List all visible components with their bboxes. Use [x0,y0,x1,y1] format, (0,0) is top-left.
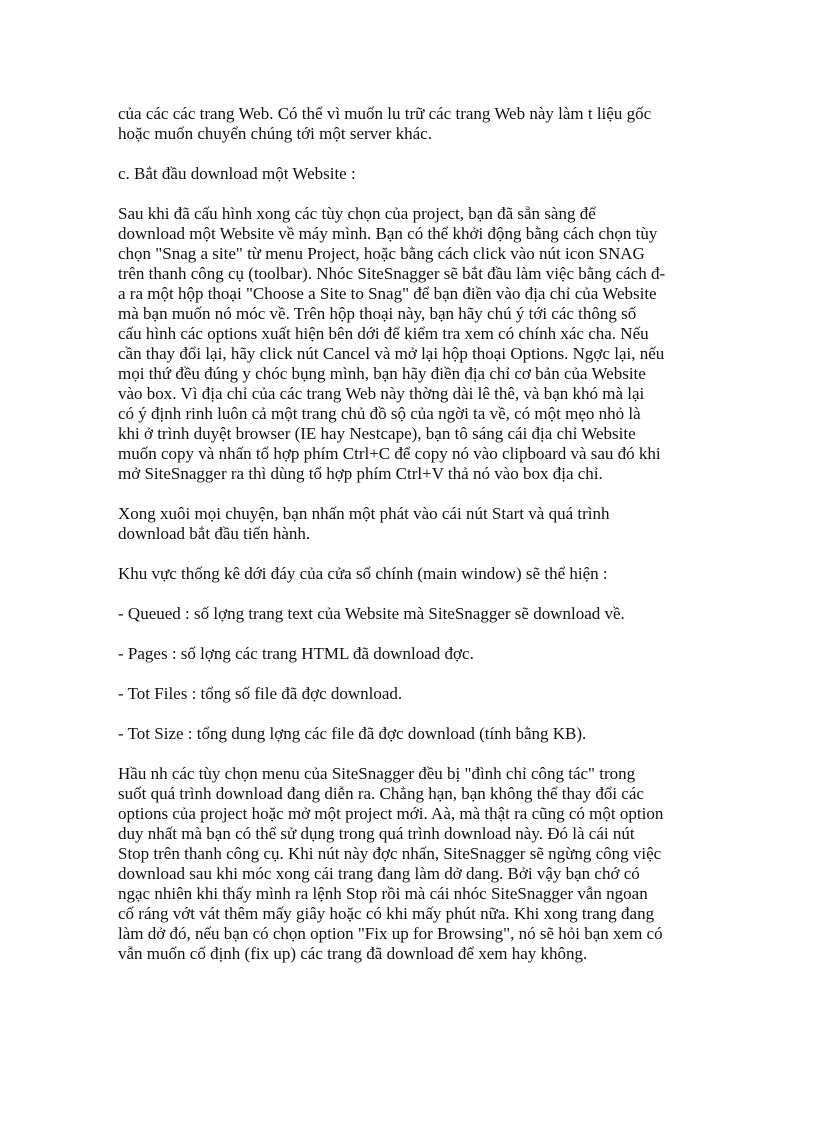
text-line: vẫn muốn cố định (fix up) các trang đã download để xem hay không. [118,944,588,963]
text-line: Xong xuôi mọi chuyện, bạn nhấn một phát vào cái nút Start và quá trình [118,504,610,523]
text-line: - Tot Size : tổng dung lợng các file đã đợc download (tính bằng KB). [118,724,587,743]
list-item-tot-files [118,684,718,704]
text-line: Stop trên thanh công cụ. Khi nút này đợc nhấn, SiteSnagger sẽ ngừng công việc [118,844,662,863]
text-line: mở SiteSnagger ra thì dùng tổ hợp phím Ctrl+V thả nó vào box địa chỉ. [118,464,603,483]
text-line: trên thanh công cụ (toolbar). Nhóc SiteSnagger sẽ bắt đầu làm việc bằng cách đ- [118,264,666,283]
text-line: c. Bắt đầu download một Website : [118,164,356,183]
text-line: cấu hình các options xuất hiện bên dới để kiểm tra xem có chính xác cha. Nếu [118,324,649,343]
text-line: Sau khi đã cấu hình xong các tùy chọn của project, bạn đã sẵn sàng để [118,204,596,223]
text-line: a ra một hộp thoại "Choose a Site to Snag" để bạn điền vào địa chỉ của Website [118,284,657,303]
paragraph-intro [118,104,718,144]
text-line: hoặc muốn chuyển chúng tới một server khác. [118,124,432,143]
text-line: Hầu nh các tùy chọn menu của SiteSnagger đều bị "đình chỉ công tác" trong [118,764,636,783]
text-line: vào box. Vì địa chỉ của các trang Web này thờng dài lê thê, và bạn khó mà lại [118,384,645,403]
text-line: chọn "Snag a site" từ menu Project, hoặc bằng cách click vào nút icon SNAG [118,244,645,263]
text-line: options của project hoặc mở một project mới. Aà, mà thật ra cũng có một option [118,804,664,823]
paragraph-stop [118,764,718,964]
paragraph-configure [118,204,718,484]
text-line: - Pages : số lợng các trang HTML đã download đợc. [118,644,474,663]
text-line: khi ở trình duyệt browser (IE hay Nestcape), bạn tô sáng cái địa chỉ Website [118,424,636,443]
text-line: download một Website về máy mình. Bạn có thể khởi động bằng cách chọn tùy [118,224,658,243]
text-line: duy nhất mà bạn có thể sử dụng trong quá trình download này. Đó là cái nút [118,824,635,843]
text-line: cần thay đổi lại, hãy click nút Cancel và mở lại hộp thoại Options. Ngợc lại, nếu [118,344,665,363]
list-item-tot-size [118,724,718,744]
text-line: của các các trang Web. Có thể vì muốn lu trữ các trang Web này làm t liệu gốc [118,104,652,123]
document-page [118,104,718,984]
section-heading [118,164,718,184]
text-line: làm dở đó, nếu bạn có chọn option "Fix up for Browsing", nó sẽ hỏi bạn xem có [118,924,663,943]
text-line: suốt quá trình download đang diễn ra. Chẳng hạn, bạn không thể thay đổi các [118,784,644,803]
text-line: ngạc nhiên khi thấy mình ra lệnh Stop rồi mà cái nhóc SiteSnagger vẫn ngoan [118,884,648,903]
text-line: mà bạn muốn nó móc về. Trên hộp thoại này, bạn hãy chú ý tới các thông số [118,304,637,323]
paragraph-stats-intro [118,564,718,584]
text-line: - Tot Files : tổng số file đã đợc download. [118,684,403,703]
text-line: mọi thứ đều đúng y chóc bụng mình, bạn hãy điền địa chỉ cơ bản của Website [118,364,646,383]
text-line: cố ráng vớt vát thêm mấy giây hoặc có khi mấy phút nữa. Khi xong trang đang [118,904,655,923]
paragraph-start [118,504,718,544]
text-line: muốn copy và nhấn tổ hợp phím Ctrl+C để copy nó vào clipboard và sau đó khi [118,444,661,463]
list-item-queued [118,604,718,624]
text-line: download sau khi móc xong cái trang đang làm dở dang. Bởi vậy bạn chớ có [118,864,640,883]
list-item-pages [118,644,718,664]
text-line: download bắt đầu tiến hành. [118,524,311,543]
text-line: Khu vực thống kê dới đáy của cửa sổ chính (main window) sẽ thể hiện : [118,564,608,583]
text-line: - Queued : số lợng trang text của Website mà SiteSnagger sẽ download về. [118,604,625,623]
text-line: có ý định rinh luôn cả một trang chủ đồ sộ của ngời ta về, có một mẹo nhỏ là [118,404,641,423]
